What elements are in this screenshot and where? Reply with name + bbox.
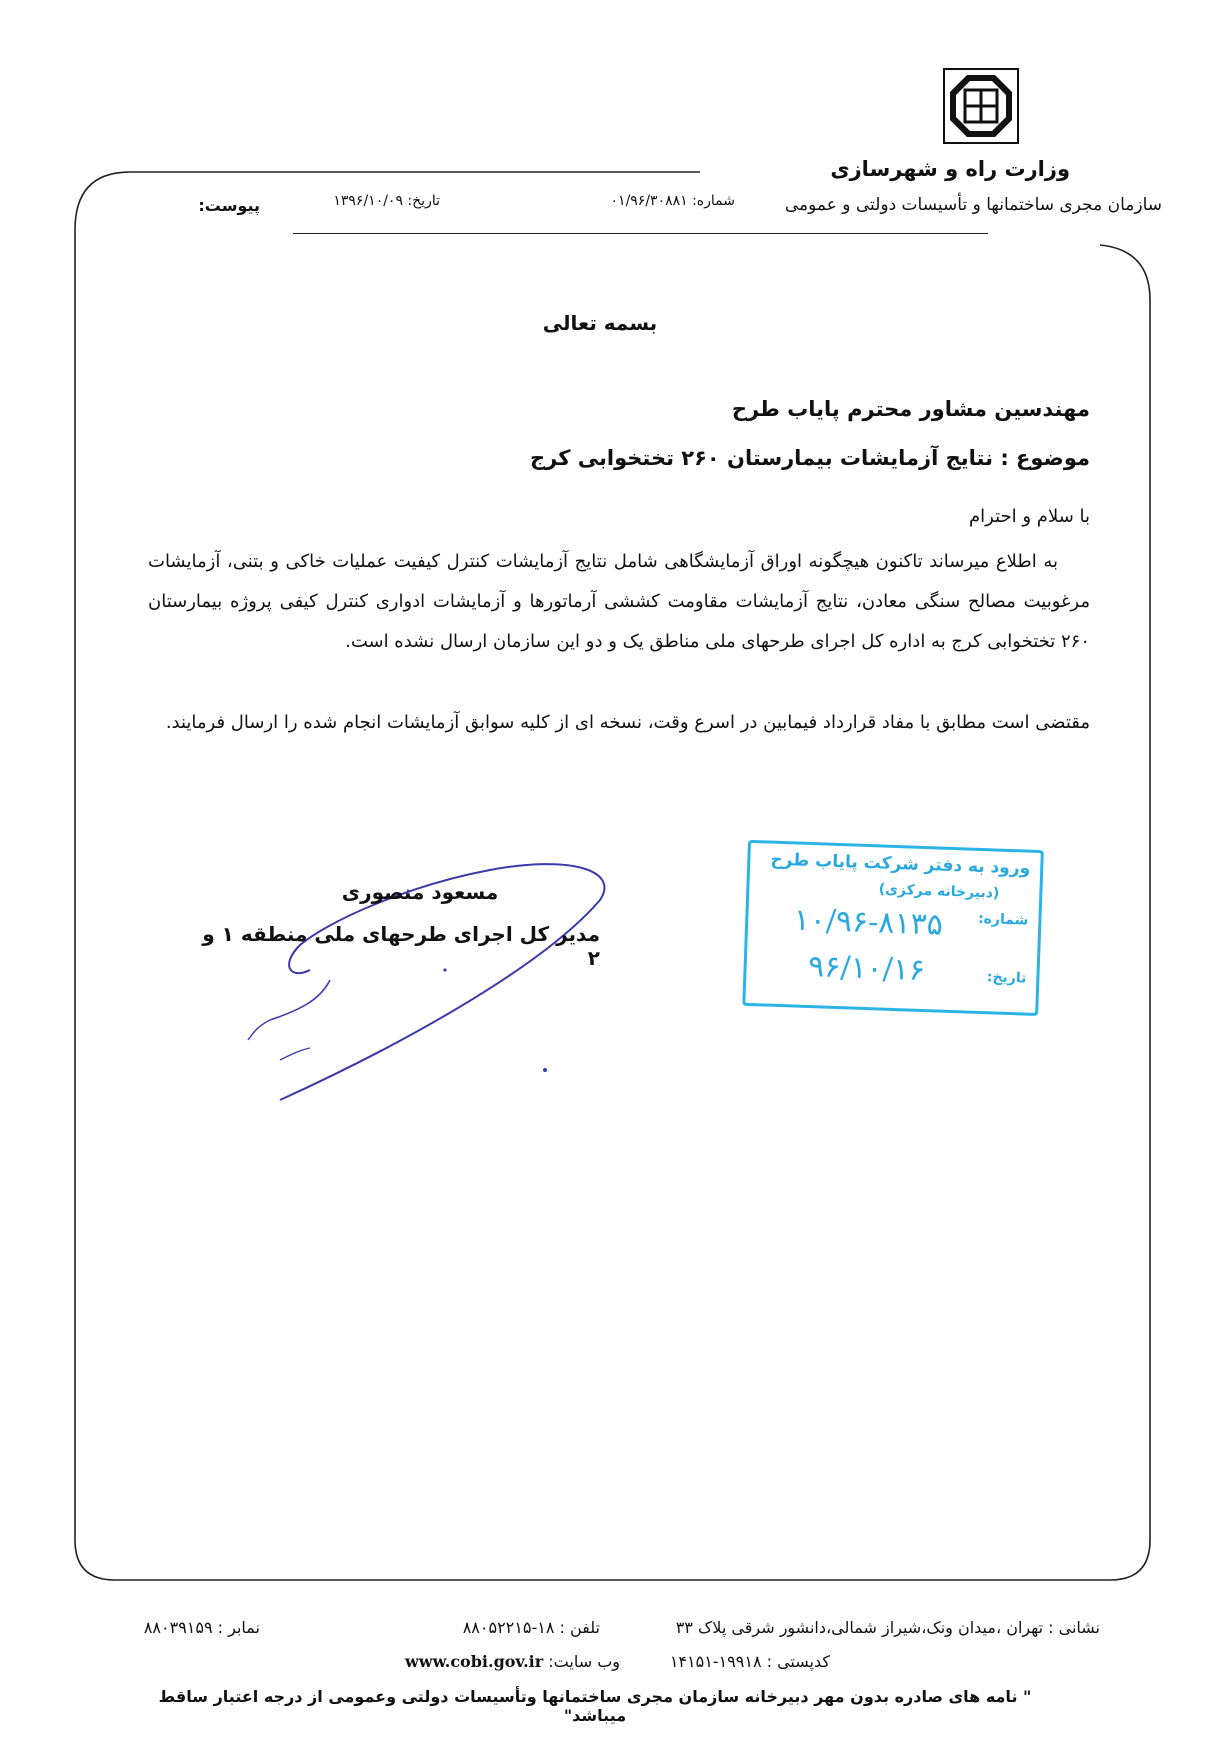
stamp-date-label: تاریخ: [986, 969, 1027, 987]
footer-address: نشانی : تهران ،میدان ونک،شیراز شمالی،دانشور شرقی پلاک ۳۳ [675, 1618, 1100, 1637]
stamp-border [742, 840, 1044, 1016]
footer-website-link[interactable]: www.cobi.gov.ir [405, 1652, 544, 1671]
footer-postal-code: کدپستی : ۱۹۹۱۸-۱۴۱۵۱ [669, 1652, 830, 1671]
subject: موضوع : نتایج آزمایشات بیمارستان ۲۶۰ تختخوابی کرج [530, 446, 1090, 470]
footer-validity-note: " نامه های صادره بدون مهر دبیرخانه سازمان مجری ساختمانها وتأسیسات دولتی وعمومی از درجه اعتبار ساقط میباشد" [158, 1687, 1032, 1725]
stamp-date-value: ۹۶/۱۰/۱۶ [807, 949, 926, 989]
letter-date-value: ۱۳۹۶/۱۰/۰۹ [333, 193, 403, 209]
stamp-number-label: شماره: [977, 910, 1029, 929]
letter-number-value: ۰۱/۹۶/۳۰۸۸۱ [610, 193, 688, 209]
letter-number-label: شماره: [692, 193, 735, 209]
stamp-number-value: ۱۰/۹۶-۸۱۳۵ [793, 902, 944, 943]
body-paragraph-2: مقتضی است مطابق با مفاد قرارداد فیمابین در اسرع وقت، نسخه ای از کلیه سوابق آزمایشات انجام شده را ارسال فرمایند. [165, 712, 1090, 733]
footer-fax: نمابر : ۸۸۰۳۹۱۵۹ [143, 1618, 260, 1637]
ministry-logo-icon [943, 68, 1019, 144]
attachment-label: پیوست: [198, 196, 260, 215]
letter-date [300, 193, 440, 209]
ministry-name: وزارت راه و شهرسازی [830, 157, 1070, 181]
receipt-stamp [742, 840, 1048, 1020]
signatory-title: مدیر کل اجرای طرحهای ملی منطقه ۱ و ۲ [202, 922, 600, 970]
organization-name: سازمان مجری ساختمانها و تأسیسات دولتی و عمومی [784, 195, 1162, 215]
stamp-line-2: (دبیرخانه مرکزی) [878, 881, 1000, 902]
footer-phone: تلفن : ۱۸-۸۸۰۵۲۲۱۵ [462, 1618, 600, 1637]
stamp-line-1: ورود به دفتر شرکت پایاب طرح [770, 849, 1031, 879]
letter-number [555, 193, 735, 209]
signatory-name: مسعود منصوری [341, 880, 499, 904]
letter-date-label: تاریخ: [407, 193, 440, 209]
footer-website [380, 1652, 620, 1671]
header-divider [293, 233, 988, 234]
invocation: بسمه تعالی [542, 311, 658, 335]
greeting: با سلام و احترام [969, 506, 1090, 527]
footer-website-label: وب سایت: [548, 1652, 620, 1671]
recipient: مهندسین مشاور محترم پایاب طرح [731, 397, 1090, 421]
body-paragraph-1: به اطلاع میرساند تاکنون هیچگونه اوراق آزمایشگاهی شامل نتایج آزمایشات کنترل کیفیت عملیات خاکی و بتنی، آزمایشات مرغوبیت مصالح سنگی معادن، نتایج آزمایشات مقاومت کششی آرماتورها و آزمایشات ادواری کنترل کیفی پروژه بیمارستان ۲۶۰ تختخوابی کرج به اداره کل اجرای طرحهای ملی مناطق یک و دو این سازمان ارسال نشده است. [148, 551, 1090, 652]
